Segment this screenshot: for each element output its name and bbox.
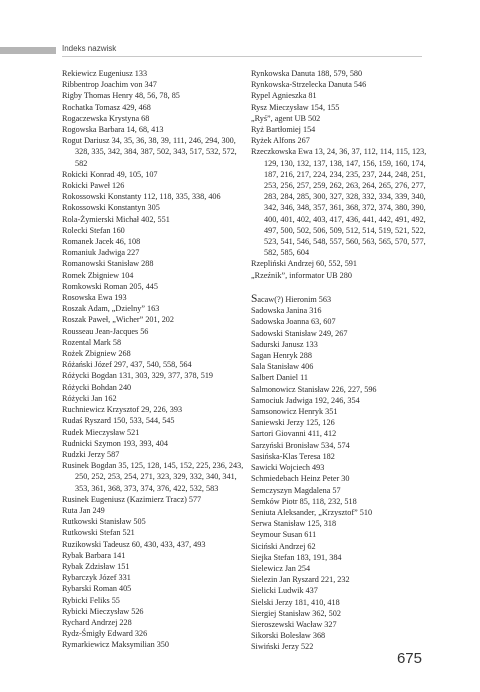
index-entry: Rusinek Bogdan 35, 125, 128, 145, 152, 225, 236, 243, 250, 252, 253, 254, 271, 323, 329, 332, 340, 341, 353, 361, 368, 373, 374, 376, 422, 532, 583	[62, 461, 244, 493]
index-entry: Rochatka Tomasz 429, 468	[62, 102, 151, 112]
index-entry: Sielicki Ludwik 437	[251, 586, 318, 596]
section-gap	[251, 281, 433, 292]
index-entry: Romek Zbigniew 104	[62, 270, 134, 280]
index-entry: Rychard Andrzej 228	[62, 617, 132, 627]
index-entry: Seymour Susan 611	[251, 530, 317, 540]
index-entry: Rynkowska Danuta 188, 579, 580	[251, 69, 363, 78]
index-entry: Ribbentrop Joachim von 347	[62, 80, 157, 90]
index-entry: Sielewicz Jan 254	[251, 563, 311, 573]
index-entry: Semków Piotr 85, 118, 232, 518	[251, 496, 357, 506]
index-entry: Sawicki Wojciech 493	[251, 463, 325, 473]
index-entry: Rokicki Konrad 49, 105, 107	[62, 169, 158, 179]
index-entry: Ruta Jan 249	[62, 505, 105, 515]
index-entry: Rzeczkowska Ewa 13, 24, 36, 37, 112, 114, 115, 123, 129, 130, 132, 137, 138, 147, 156, 159, 160, 174, 187, 216, 217, 224, 234, 235, 237, 244, 248, 251, 253, 256, 257, 259, 262, 263, 264, 265, 276, 277, 283, 284, 285, 300, 327, 328, 332, 334, 339, 340, 342, 346, 348, 357, 361, 368, 372, 374, 380, 390, 400, 401, 402, 403, 417, 436, 441, 442, 491, 492, 497, 500, 502, 506, 509, 512, 514, 519, 521, 522, 523, 541, 546, 548, 557, 560, 563, 565, 570, 577, 582, 585, 604	[251, 147, 427, 258]
index-entry-text: acaw(?) Hieronim 563	[257, 295, 332, 305]
page-number: 675	[396, 650, 422, 667]
index-entry: Różański Józef 297, 437, 540, 558, 564	[62, 360, 192, 370]
index-entry: Sielezin Jan Ryszard 221, 232	[251, 575, 350, 585]
index-entry: Roszak Adam, „Dzielny” 163	[62, 304, 160, 314]
index-entry: Rudnicki Szymon 193, 393, 404	[62, 438, 168, 448]
index-entry: Rogowska Barbara 14, 68, 413	[62, 125, 164, 135]
index-entry: Rozental Mark 58	[62, 337, 122, 347]
index-entry: Rymarkiewicz Maksymilian 350	[62, 640, 169, 650]
index-entry: Ryżek Alfons 267	[251, 136, 310, 146]
index-entry: Sasińska-Klas Teresa 182	[251, 451, 335, 461]
index-entry: Rigby Thomas Henry 48, 56, 78, 85	[62, 91, 180, 101]
index-entry: Sadowska Janina 316	[251, 306, 322, 316]
index-entry: Sadowska Joanna 63, 607	[251, 317, 336, 327]
index-entry: Siwiński Jerzy 522	[251, 642, 314, 652]
index-entry: Sadowski Stanisław 249, 267	[251, 328, 348, 338]
index-entry: Siergiej Stanisław 362, 502	[251, 608, 341, 618]
index-entry: Rutkowski Stanisław 505	[62, 517, 146, 527]
index-entry: Romaniuk Jadwiga 227	[62, 248, 140, 258]
index-entry: Salbert Daniel 11	[251, 373, 308, 383]
index-entry: Rypel Agnieszka 81	[251, 91, 317, 101]
index-entry: Rudzki Jerzy 587	[62, 449, 120, 459]
index-entry: Seniuta Aleksander, „Krzysztof” 510	[251, 507, 373, 517]
index-entry: Rokossowski Konstanty 112, 118, 335, 338, 406	[62, 192, 221, 202]
index-entry: Rekiewicz Eugeniusz 133	[62, 69, 148, 78]
index-entry: Rokossowski Konstantyn 305	[62, 203, 160, 213]
index-entry: Rybak Barbara 141	[62, 550, 126, 560]
section-initial: S	[251, 293, 258, 306]
index-entry: Rokicki Paweł 126	[62, 181, 125, 191]
index-entry: Różycki Bohdan 240	[62, 382, 132, 392]
index-entry: Rola-Żymierski Michał 402, 551	[62, 214, 170, 224]
index-entry: Rudaś Ryszard 150, 533, 544, 545	[62, 416, 175, 426]
index-entry: Rosowska Ewa 193	[62, 293, 127, 303]
index-entry: Ruchniewicz Krzysztof 29, 226, 393	[62, 405, 183, 415]
index-entry: „Ryś”, agent UB 502	[251, 113, 321, 123]
index-entry: Rusinek Eugeniusz (Kazimierz Tracz) 577	[62, 494, 202, 504]
index-entry: Rybarczyk Józef 331	[62, 573, 131, 583]
index-entry: Rożek Zbigniew 268	[62, 349, 131, 359]
index-entry: Rybicki Mieczysław 526	[62, 606, 144, 616]
index-entry: Semczyszyn Magdalena 57	[251, 485, 341, 495]
index-entry: Rzepliński Andrzej 60, 552, 591	[251, 259, 357, 269]
index-entry: Rutkowski Stefan 521	[62, 528, 135, 538]
index-entry	[251, 294, 433, 305]
index-entry: Romanek Jacek 46, 108	[62, 237, 141, 247]
index-entry: Sarzyński Bronisław 534, 574	[251, 440, 350, 450]
index-entry: Sikorski Bolesław 368	[251, 631, 326, 641]
index-entry: Rousseau Jean-Jacques 56	[62, 326, 149, 336]
header-rule	[62, 56, 422, 57]
index-entry: Roszak Paweł, „Wicher” 201, 202	[62, 315, 174, 325]
index-entry: Rydz-Śmigły Edward 326	[62, 629, 148, 639]
index-entry: Rogut Dariusz 34, 35, 36, 38, 39, 111, 246, 294, 300, 328, 335, 342, 384, 387, 502, 343, 517, 532, 572, 582	[62, 136, 237, 168]
index-entry: Rogaczewska Krystyna 68	[62, 113, 150, 123]
index-entry: Rybicki Feliks 55	[62, 595, 120, 605]
index-entry: Rudek Mieczysław 521	[62, 427, 140, 437]
running-header: Indeks nazwisk	[62, 44, 117, 53]
index-entry: Saniewski Jerzy 125, 126	[251, 418, 335, 428]
index-entry: Sadurski Janusz 133	[251, 339, 318, 349]
index-entry: Różycki Jan 162	[62, 393, 117, 403]
index-entry: Sieroszewski Wacław 327	[251, 619, 337, 629]
index-column-left	[62, 68, 244, 651]
index-entry: Siejka Stefan 183, 191, 384	[251, 552, 342, 562]
index-entry: Sala Stanisław 406	[251, 362, 314, 372]
index-entry: Romkowski Roman 205, 445	[62, 281, 158, 291]
index-column-right	[251, 68, 433, 653]
index-entry: Siciński Andrzej 62	[251, 541, 316, 551]
index-entry: Rybarski Roman 405	[62, 584, 132, 594]
index-entry: Samociuk Jadwiga 192, 246, 354	[251, 395, 360, 405]
index-entry: Ryż Bartłomiej 154	[251, 125, 316, 135]
index-entry: Serwa Stanisław 125, 318	[251, 519, 337, 529]
index-entry: Różycki Bogdan 131, 303, 329, 377, 378, 519	[62, 371, 214, 381]
index-entry: Rolecki Stefan 160	[62, 225, 125, 235]
index-entry: „Rzeźnik”, informator UB 280	[251, 270, 352, 280]
index-entry: Sagan Henryk 288	[251, 351, 312, 361]
index-entry: Salmonowicz Stanisław 226, 227, 596	[251, 384, 377, 394]
index-entry: Romanowski Stanisław 288	[62, 259, 154, 269]
index-entry: Samsonowicz Henryk 351	[251, 407, 338, 417]
index-entry: Sielski Jerzy 181, 410, 418	[251, 597, 340, 607]
index-entry: Rysz Mieczysław 154, 155	[251, 102, 340, 112]
index-entry: Rynkowska-Strzelecka Danuta 546	[251, 80, 367, 90]
index-entry: Ruzikowski Tadeusz 60, 430, 433, 437, 493	[62, 539, 206, 549]
index-entry: Schmiedebach Heinz Peter 30	[251, 474, 350, 484]
index-entry: Sartori Giovanni 411, 412	[251, 429, 337, 439]
header-marker-bar	[0, 47, 56, 54]
index-entry: Rybak Zdzisław 151	[62, 561, 130, 571]
